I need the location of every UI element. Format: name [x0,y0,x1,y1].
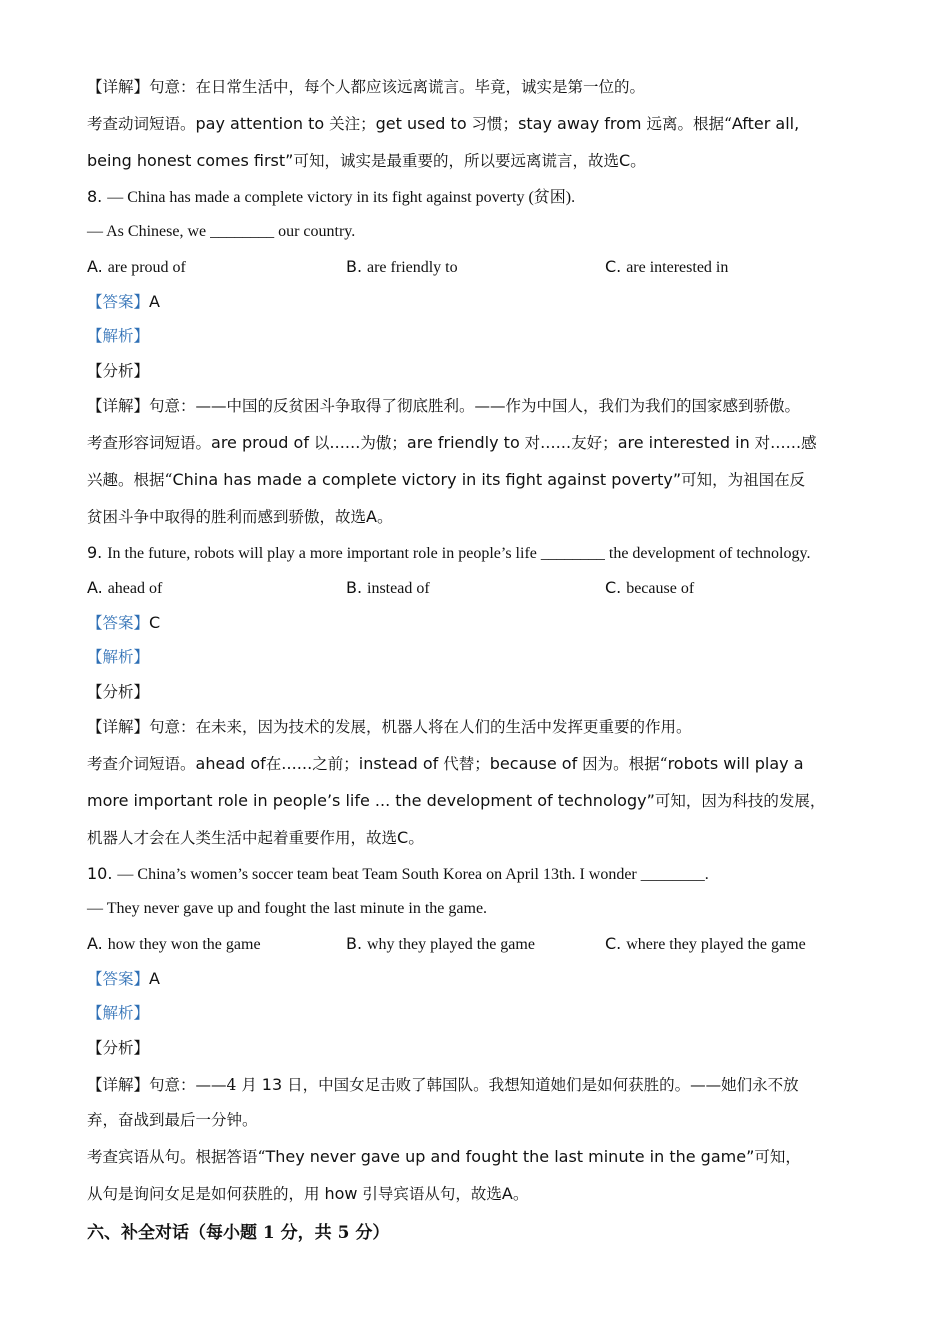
option-text: are interested in [626,259,729,276]
answer-label: 【答案】 [87,293,150,311]
phrase: being honest comes first” [87,151,294,170]
option-c [605,570,864,605]
option-letter: A. [87,934,103,953]
q10-options [87,926,872,961]
q8-analysis-line-2 [87,461,872,498]
q9-answer [87,605,872,640]
option-letter: C. [605,257,622,276]
q10-detail-line-2 [87,1103,872,1138]
question-text: — As Chinese, we ________ our country. [87,223,356,240]
document-page [87,70,872,1251]
answer-letter: A。 [366,507,393,526]
phrase: robots will play a [667,754,804,773]
option-letter: A. [87,257,103,276]
phrase: China has made a complete victory in its fight against poverty” [172,470,682,489]
q9-analysis-line-2 [87,782,872,819]
q8-stem-1 [87,179,872,214]
answer-value: C [149,613,161,632]
phrase: ahead of [195,754,266,773]
question-number: 8. [87,187,103,206]
q10-analysis-line-1 [87,1138,872,1175]
question-text: — China has made a complete victory in its fight against poverty (贫困). [107,189,576,206]
text: 考查介词短语。 [87,755,196,773]
question-text: In the future, robots will play a more important role in people’s life ________ the development of technology. [107,545,811,562]
option-b [346,249,605,284]
q10-jiexi [87,996,872,1031]
q8-stem-2 [87,214,872,249]
q9-fenxi [87,675,872,710]
q9-analysis-line-3 [87,819,872,856]
q10-detail-line-1 [87,1066,872,1103]
text: 考查宾语从句。根据答语“ [87,1148,266,1166]
q9-detail [87,710,872,745]
text: 可知，为祖国在反 [681,471,806,489]
text: 日，中国女足击败了韩国队。我想知道她们是如何获胜的。——她们永不放 [287,1076,799,1094]
text: 兴趣。根据“ [87,471,173,489]
phrase: how [324,1184,358,1203]
option-letter: C. [605,578,622,597]
text: 因为。根据“ [582,755,668,773]
question-text: — They never gave up and fought the last minute in the game. [87,900,488,917]
text: 月 [241,1076,257,1094]
answer-value: A [149,292,160,311]
answer-letter: C。 [397,828,425,847]
option-letter: B. [346,257,363,276]
text: 考查形容词短语。 [87,434,212,452]
question-number: 10. [87,864,113,883]
q9-stem-1 [87,535,872,570]
number: 13 [261,1075,283,1094]
phrase: pay attention to [195,114,325,133]
text: 贫困斗争中取得的胜利而感到骄傲，故选 [87,508,367,526]
jiexi-label: 【解析】 [87,327,150,345]
option-text: ahead of [107,580,163,597]
text: 引导宾语从句，故选 [362,1185,502,1203]
phrase: are proud of [211,433,309,452]
q7-analysis-line-2 [87,142,872,179]
phrase: stay away from [518,114,642,133]
answer-value: A [149,969,160,988]
q7-detail [87,70,872,105]
q8-jiexi [87,319,872,354]
question-text: — China’s women’s soccer team beat Team South Korea on April 13th. I wonder ________. [117,866,709,883]
phrase: instead of [358,754,439,773]
text: 机器人才会在人类生活中起着重要作用，故选 [87,829,398,847]
fenxi-label: 【分析】 [87,362,150,380]
q9-analysis-line-1 [87,745,872,782]
fenxi-label: 【分析】 [87,683,150,701]
phrase: because of [489,754,578,773]
text: 以……为傲； [313,434,407,452]
jiexi-label: 【解析】 [87,1004,150,1022]
q10-fenxi [87,1031,872,1066]
q8-options [87,249,872,284]
option-text: why they played the game [367,936,535,953]
phrase: more important role in people’s life ... the development of technology” [87,791,655,810]
option-c [605,249,864,284]
option-text: are friendly to [367,259,458,276]
option-text: are proud of [107,259,186,276]
text: 可知，诚实是最重要的，所以要远离谎言，故选 [293,152,619,170]
phrase: get used to [375,114,467,133]
text: 对……感 [754,434,817,452]
option-a [87,249,346,284]
text: 代替； [443,755,490,773]
q9-options [87,570,872,605]
text: 从句是询问女足是如何获胜的，用 [87,1185,320,1203]
phrase: are interested in [617,433,750,452]
q8-analysis-line-3 [87,498,872,535]
q7-detail-text: 【详解】句意：在日常生活中，每个人都应该远离谎言。毕竟，诚实是第一位的。 [87,78,646,96]
q10-answer [87,961,872,996]
detail-text: 【详解】句意：——中国的反贫困斗争取得了彻底胜利。——作为中国人，我们为我们的国家感到骄傲。 [87,397,801,415]
q10-stem-1 [87,856,872,891]
option-letter: B. [346,934,363,953]
text: 可知， [754,1148,801,1166]
jiexi-label: 【解析】 [87,648,150,666]
answer-letter: C。 [618,151,647,170]
option-text: where they played the game [626,936,806,953]
option-text: how they won the game [107,936,261,953]
phrase: After all, [731,114,800,133]
text: 在……之前； [265,755,359,773]
q7-analysis-line-1 [87,105,872,142]
phrase: They never gave up and fought the last minute in the game” [265,1147,755,1166]
answer-letter: A。 [501,1184,529,1203]
detail-text: 【详解】句意：在未来，因为技术的发展，机器人将在人们的生活中发挥更重要的作用。 [87,718,692,736]
option-b [346,570,605,605]
text: 关注； [329,115,376,133]
fenxi-label: 【分析】 [87,1039,150,1057]
option-letter: A. [87,578,103,597]
q10-analysis-line-2 [87,1175,872,1212]
phrase: are friendly to [406,433,520,452]
section-title: 六、补全对话（每小题 1 分，共 5 分） [87,1223,390,1243]
section-heading [87,1216,872,1251]
question-number: 9. [87,543,103,562]
option-a [87,570,346,605]
option-text: because of [626,580,695,597]
text: 习惯； [471,115,519,133]
option-b [346,926,605,961]
q8-analysis-line-1 [87,424,872,461]
text: 远离。根据“ [646,115,732,133]
q9-jiexi [87,640,872,675]
answer-label: 【答案】 [87,614,150,632]
q8-fenxi [87,354,872,389]
answer-label: 【答案】 [87,970,150,988]
option-letter: B. [346,578,363,597]
q10-stem-2 [87,891,872,926]
text: 弃，奋战到最后一分钟。 [87,1111,258,1129]
text: 可知，因为科技的发展， [654,792,826,810]
option-letter: C. [605,934,622,953]
text: 【详解】句意：——4 [87,1076,237,1094]
option-text: instead of [367,580,430,597]
option-a [87,926,346,961]
text: 对……友好； [524,434,618,452]
text: 考查动词短语。 [87,115,196,133]
q8-detail [87,389,872,424]
option-c [605,926,864,961]
q8-answer [87,284,872,319]
